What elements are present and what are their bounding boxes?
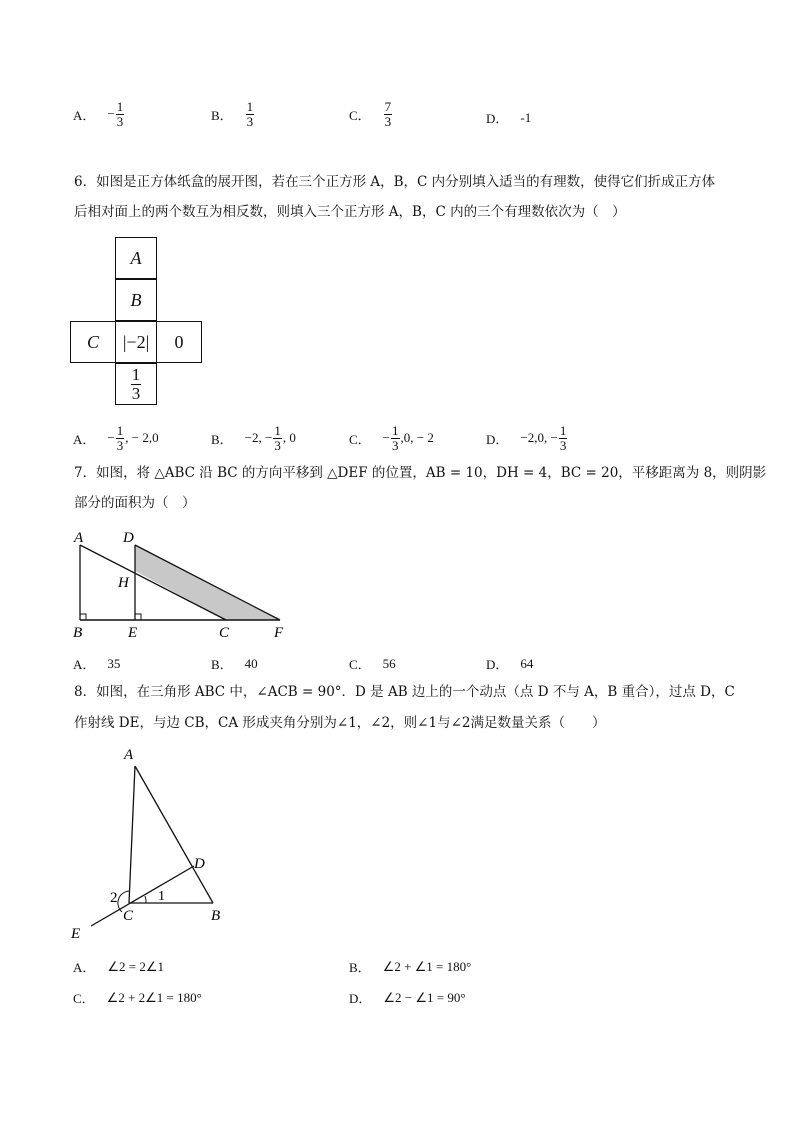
- right-angle-mark-b: [80, 614, 86, 620]
- numerator: 1: [274, 423, 281, 438]
- right-angle-mark-e: [135, 614, 141, 620]
- option-label: C．: [349, 107, 371, 123]
- q8-option-b[interactable]: [349, 957, 471, 976]
- option-suffix: , − 2,0: [125, 430, 159, 446]
- point-label-b: B: [211, 908, 221, 924]
- segment-ab: [135, 766, 213, 903]
- option-label: C．: [73, 991, 95, 1006]
- option-label: C．: [349, 657, 371, 672]
- option-prefix: −2,0, −: [520, 430, 558, 446]
- option-label: D．: [486, 431, 509, 447]
- q8-option-c[interactable]: [73, 988, 202, 1007]
- point-label-f: F: [274, 625, 284, 641]
- denominator: 3: [131, 383, 141, 403]
- q6-stem-line2: 后相对面上的两个数互为相反数，则填入三个正方形 A，B，C 内的三个有理数依次为（ ）: [74, 204, 626, 220]
- option-value: ∠2 + ∠1 = 180°: [382, 958, 472, 974]
- denominator: 3: [246, 113, 254, 129]
- option-label: B．: [211, 431, 233, 447]
- numerator: 1: [246, 99, 254, 114]
- option-suffix: ,0, − 2: [400, 430, 434, 446]
- net-cell-b: B: [115, 279, 157, 321]
- q7-option-b[interactable]: [211, 654, 258, 673]
- option-label: A．: [73, 107, 96, 123]
- ray-de: [91, 866, 194, 926]
- minus-sign: −: [107, 106, 115, 122]
- point-label-h: H: [118, 575, 129, 591]
- point-label-a: A: [124, 747, 134, 763]
- point-label-d: D: [194, 856, 205, 872]
- option-label: D．: [486, 111, 509, 126]
- net-cell-c: C: [70, 321, 116, 363]
- option-value: 35: [107, 655, 121, 671]
- numerator: 1: [116, 423, 124, 438]
- q8-stem-line2: 作射线 DE，与边 CB，CA 形成夹角分别为∠1，∠2，则∠1与∠2满足数量关系（ ）: [74, 715, 606, 731]
- option-value: ∠2 − ∠1 = 90°: [383, 989, 466, 1005]
- option-value: 40: [244, 655, 258, 671]
- angle-2-label: 2: [110, 890, 118, 906]
- option-label: B．: [349, 960, 371, 975]
- point-label-e: E: [71, 926, 81, 942]
- option-value: ∠2 + 2∠1 = 180°: [106, 989, 202, 1005]
- denominator: 3: [559, 437, 567, 453]
- net-cell-right: 0: [156, 321, 202, 363]
- denominator: 3: [116, 437, 124, 453]
- numerator: 1: [116, 99, 124, 114]
- q8-option-d[interactable]: [349, 988, 466, 1007]
- point-label-a: A: [74, 530, 84, 546]
- option-prefix: −2, −: [244, 430, 273, 446]
- option-label: D．: [349, 991, 372, 1006]
- numerator: 1: [559, 423, 567, 438]
- option-prefix: −: [107, 430, 115, 446]
- q7-option-a[interactable]: [73, 654, 120, 673]
- denominator: 3: [274, 437, 281, 453]
- option-value: 64: [520, 655, 534, 671]
- angle-1-label: 1: [158, 889, 165, 904]
- q8-triangle-diagram: [70, 747, 220, 942]
- numerator: 1: [392, 423, 399, 438]
- option-label: D．: [486, 657, 509, 672]
- denominator: 3: [116, 113, 124, 129]
- option-value: -1: [520, 109, 532, 125]
- denominator: 3: [384, 113, 392, 129]
- numerator: 7: [384, 99, 392, 114]
- net-cell-a: A: [115, 237, 157, 279]
- option-label: B．: [211, 657, 233, 672]
- option-label: A．: [73, 431, 96, 447]
- option-label: C．: [349, 431, 371, 447]
- segment-ac: [129, 766, 135, 903]
- option-label: A．: [73, 960, 96, 975]
- angle-1-arc: [145, 896, 146, 903]
- q7-option-c[interactable]: [349, 654, 396, 673]
- point-label-c: C: [123, 908, 134, 924]
- point-label-c: C: [219, 625, 230, 641]
- point-label-b: B: [73, 625, 83, 641]
- q8-option-a[interactable]: [73, 957, 164, 976]
- option-suffix: , 0: [282, 430, 296, 446]
- q8-stem-line1: 8．如图，在三角形 ABC 中，∠ACB = 90°．D 是 AB 边上的一个动点（点 D 不与 A，B 重合），过点 D，C: [74, 684, 735, 700]
- option-prefix: −: [382, 430, 391, 446]
- q7-stem-line1: 7．如图，将 △ABC 沿 BC 的方向平移到 △DEF 的位置，AB = 10，DH = 4，BC = 20，平移距离为 8，则阴影: [74, 465, 767, 481]
- q7-option-d[interactable]: [486, 654, 533, 673]
- net-cell-center: |−2|: [115, 321, 157, 363]
- point-label-e: E: [128, 625, 138, 641]
- option-value: 56: [382, 655, 396, 671]
- numerator: 1: [131, 364, 141, 384]
- point-label-d: D: [123, 530, 134, 546]
- option-label: B．: [211, 107, 233, 123]
- option-value: ∠2 = 2∠1: [107, 958, 165, 974]
- denominator: 3: [392, 437, 399, 453]
- q7-stem-line2: 部分的面积为（ ）: [74, 495, 196, 511]
- q6-stem-line1: 6．如图是正方体纸盒的展开图，若在三个正方形 A，B，C 内分别填入适当的有理数，使得它们折成正方体: [74, 174, 716, 190]
- option-label: A．: [73, 657, 96, 672]
